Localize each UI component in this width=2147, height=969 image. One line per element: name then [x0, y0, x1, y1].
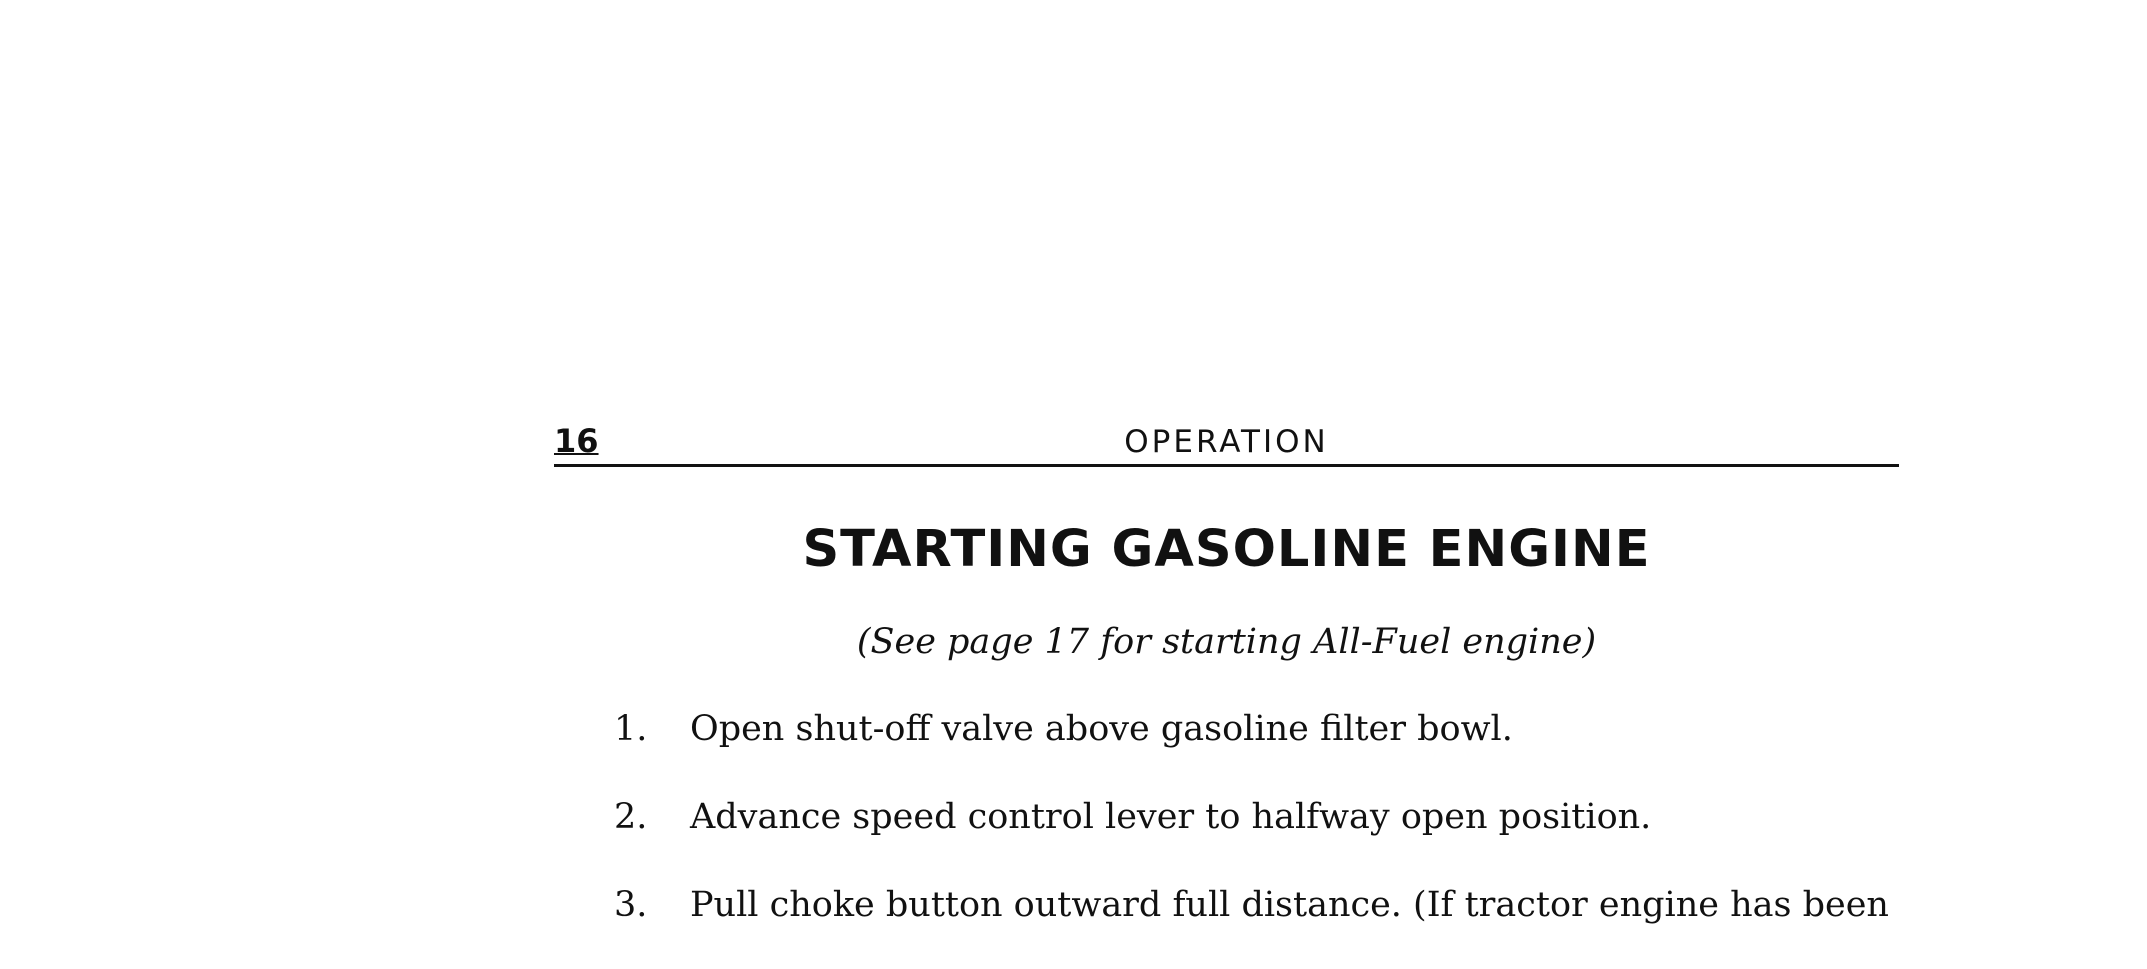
running-header	[554, 418, 1899, 467]
step-number: 1.	[614, 709, 648, 749]
page-subtitle: (See page 17 for starting All-Fuel engine)	[856, 622, 1597, 662]
step-text: Open shut-off valve above gasoline filter bowl.	[690, 709, 1513, 749]
step-item	[614, 705, 1904, 753]
step-number: 2.	[614, 797, 648, 837]
step-text: Advance speed control lever to halfway open position.	[690, 797, 1652, 837]
page-title: STARTING GASOLINE ENGINE	[802, 520, 1651, 579]
section-name: OPERATION	[1124, 424, 1329, 460]
step-item	[614, 793, 1904, 841]
steps-list	[614, 705, 1904, 969]
step-number: 3.	[614, 885, 648, 925]
page-number: 16	[554, 422, 599, 460]
step-text: Pull choke button outward full distance. (If tractor engine has been	[690, 885, 1889, 925]
step-item	[614, 881, 1904, 929]
